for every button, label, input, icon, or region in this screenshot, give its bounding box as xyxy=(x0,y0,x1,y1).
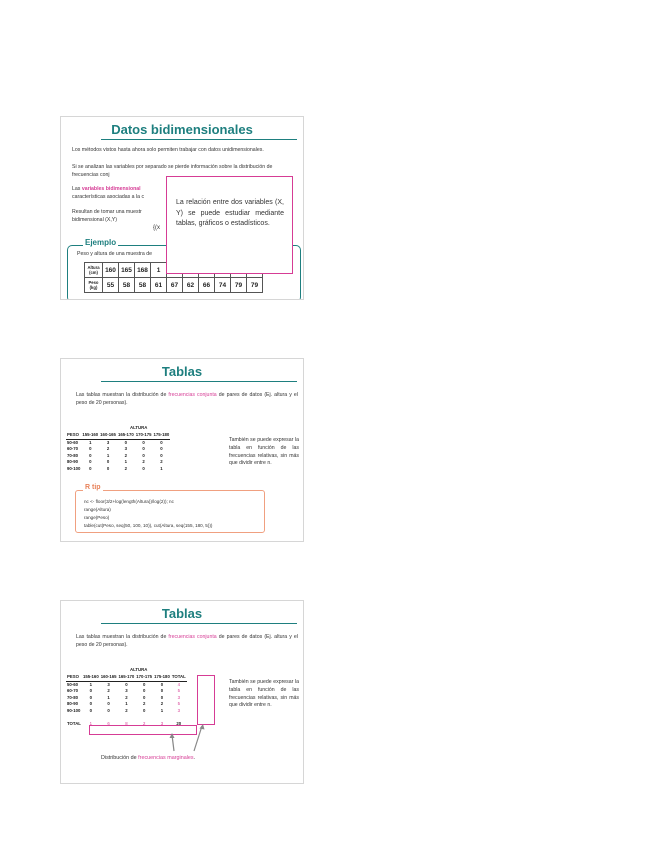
cell: 0 xyxy=(89,701,93,707)
row-total: 3 xyxy=(177,694,180,700)
cell: 0 xyxy=(160,439,163,445)
frequency-table xyxy=(66,432,170,473)
r-tip-label: R tip xyxy=(85,484,101,491)
cell: 1 xyxy=(160,465,163,471)
cell: 0 xyxy=(160,452,163,458)
p3-highlight: variables bidimensional xyxy=(81,186,141,192)
cell: 0 xyxy=(160,681,164,687)
code-line: range(Altura) xyxy=(84,507,111,512)
row-header-altura: Altura (cm) xyxy=(85,263,103,278)
cell: 2 xyxy=(125,694,128,700)
row-label: 90-100 xyxy=(67,465,81,471)
cell: 2 xyxy=(125,707,128,713)
code-line: range(Peso) xyxy=(84,515,110,520)
grand-total: 20 xyxy=(176,721,182,727)
code-line: nc <- floor(3/2+log(length(Altura))/log(2)); nc xyxy=(84,499,174,504)
cell: 3 xyxy=(107,681,110,687)
cell: 3 xyxy=(124,446,128,452)
cell: 2 xyxy=(124,465,128,471)
ejemplo-description: Peso y altura de una muestra de xyxy=(77,251,152,257)
cell: 0 xyxy=(125,681,128,687)
cell: 2 xyxy=(160,701,164,707)
peso-cell: 74 xyxy=(215,278,231,293)
arrow-to-row-totals xyxy=(194,726,202,751)
cell: 2 xyxy=(124,452,128,458)
callout-box xyxy=(166,176,293,274)
cell: 0 xyxy=(106,459,110,465)
cell: 0 xyxy=(142,465,145,471)
col-header: PESO xyxy=(66,674,82,681)
col-header: 170-175 xyxy=(135,674,153,681)
peso-row xyxy=(85,278,263,293)
col-header: 160-165 xyxy=(100,674,118,681)
peso-cell: 62 xyxy=(183,278,199,293)
col-header: 155-160 xyxy=(81,432,99,439)
altura-cell: 165 xyxy=(119,263,135,278)
cell: 0 xyxy=(89,459,92,465)
cell: 0 xyxy=(107,701,110,707)
row-label: 50-60 xyxy=(67,681,78,687)
cell: 1 xyxy=(124,459,128,465)
cell: 0 xyxy=(142,707,146,713)
title-underline xyxy=(101,381,297,382)
peso-cell: 58 xyxy=(119,278,135,293)
cell: 0 xyxy=(89,694,93,700)
intro-text xyxy=(76,392,298,408)
slide-tablas-2 xyxy=(60,600,304,784)
col-total: 2 xyxy=(142,721,146,727)
intro-highlight: frecuencias conjunta xyxy=(168,634,217,640)
row-total: 5 xyxy=(177,688,180,694)
col-total: 1 xyxy=(89,721,93,727)
cell: 3 xyxy=(106,439,110,445)
peso-cell: 79 xyxy=(231,278,247,293)
col-total: 3 xyxy=(160,721,164,727)
cell: 1 xyxy=(125,701,128,707)
cell: 2 xyxy=(142,459,145,465)
peso-cell: 61 xyxy=(151,278,167,293)
ejemplo-label: Ejemplo xyxy=(85,238,117,247)
arrowhead xyxy=(200,724,205,730)
peso-cell: 55 xyxy=(103,278,119,293)
cell: 2 xyxy=(160,459,163,465)
row-total: 5 xyxy=(177,701,180,707)
slide-tablas-1 xyxy=(60,358,304,542)
cell: 0 xyxy=(89,688,93,694)
col-total: 6 xyxy=(107,721,110,727)
table-row xyxy=(66,459,170,466)
slide-title: Tablas xyxy=(161,606,203,621)
intro-highlight: frecuencias conjunta xyxy=(168,392,217,398)
r-code xyxy=(84,498,212,530)
table-row xyxy=(66,466,170,473)
row-header-peso: Peso (kg) xyxy=(85,278,103,293)
row-label: 90-100 xyxy=(67,707,81,713)
slide-datos-bidimensionales xyxy=(60,116,304,300)
paragraph-1: Los métodos vistos hasta ahora solo permiten trabajar con datos unidimensionales. xyxy=(72,147,264,153)
peso-cell: 67 xyxy=(167,278,183,293)
cell: 0 xyxy=(142,688,146,694)
row-label: 70-80 xyxy=(67,452,78,458)
altura-header: ALTURA xyxy=(130,425,148,430)
caption-start: Distribución de xyxy=(101,755,139,761)
caption-highlight: frecuencias marginales xyxy=(138,755,194,761)
paragraph-2: Si se analizan las variables por separado se pierde información sobre la distribución de frecuencias conj xyxy=(72,164,273,178)
cell: 1 xyxy=(89,681,93,687)
cell: 0 xyxy=(142,694,146,700)
col-header: 175-180 xyxy=(153,674,171,681)
table-row xyxy=(66,439,170,446)
cell: 3 xyxy=(125,688,128,694)
formula: {(x xyxy=(153,225,161,231)
cell: 0 xyxy=(160,446,163,452)
altura-cell: 168 xyxy=(135,263,151,278)
altura-header: ALTURA xyxy=(130,667,148,672)
altura-cell: 160 xyxy=(103,263,119,278)
row-label: 80-90 xyxy=(67,459,78,465)
peso-cell: 66 xyxy=(199,278,215,293)
row-total: 3 xyxy=(177,707,180,713)
p3-end: características asociadas a la c xyxy=(72,193,145,200)
code-line: table(cut(Peso, seq(50, 100, 10)), cut(Altura, seq(155, 180, 5))) xyxy=(84,523,213,528)
col-total: 8 xyxy=(125,721,128,727)
table-row xyxy=(66,453,170,460)
p3-start: Las xyxy=(72,186,82,192)
peso-cell: 58 xyxy=(135,278,151,293)
cell: 0 xyxy=(142,439,145,445)
cell: 0 xyxy=(142,446,145,452)
cell: 0 xyxy=(160,688,164,694)
cell: 0 xyxy=(160,694,164,700)
col-header: 175-180 xyxy=(153,432,171,439)
row-label: 60-70 xyxy=(67,688,78,694)
table-row xyxy=(66,446,170,453)
callout-text: La relación entre dos variables (X, Y) se puede estudiar mediante tablas, gráficos o estadísticos. xyxy=(176,199,284,227)
paragraph-4: Resultan de tomar una muestr bidimensional (X,Y) xyxy=(72,209,142,223)
cell: 2 xyxy=(142,701,146,707)
marginal-caption xyxy=(101,755,195,761)
cell: 0 xyxy=(106,465,110,471)
row-label: 50-60 xyxy=(67,439,78,445)
cell: 0 xyxy=(89,707,93,713)
cell: 1 xyxy=(89,439,92,445)
row-label: 70-80 xyxy=(67,694,78,700)
cell: 0 xyxy=(124,439,128,445)
title-underline xyxy=(101,139,297,140)
side-note: También se puede expresar la tabla en función de las frecuencias relativas, sin más que dividir entre n. xyxy=(229,679,299,709)
cell: 0 xyxy=(107,707,110,713)
cell: 0 xyxy=(142,681,146,687)
row-label: 60-70 xyxy=(67,446,78,452)
intro-start: Las tablas muestran la distribución de xyxy=(76,392,169,398)
col-header: 160-165 xyxy=(99,432,117,439)
cell: 0 xyxy=(89,465,92,471)
cell: 0 xyxy=(89,452,92,458)
header-row xyxy=(66,432,170,439)
arrowhead xyxy=(170,733,175,738)
slide-title: Tablas xyxy=(161,364,203,379)
intro-end: de pares de datos (Ej. altura y el peso de 20 personas). xyxy=(76,392,298,406)
col-header: PESO xyxy=(66,432,81,439)
col-header: 155-160 xyxy=(82,674,100,681)
peso-cell: 79 xyxy=(247,278,263,293)
paragraph-3 xyxy=(72,186,172,202)
col-header: 170-175 xyxy=(135,432,153,439)
col-header: 165-170 xyxy=(118,674,136,681)
side-note: También se puede expresar la tabla en función de las frecuencias relativas, sin más que dividir entre n. xyxy=(229,437,299,467)
cell: 0 xyxy=(89,446,92,452)
altura-cell: 1 xyxy=(151,263,167,278)
intro-start: Las tablas muestran la distribución de xyxy=(76,634,169,640)
caption-end: . xyxy=(193,755,196,761)
cell: 2 xyxy=(107,688,110,694)
row-label: 80-90 xyxy=(67,701,78,707)
cell: 1 xyxy=(107,694,110,700)
cell: 0 xyxy=(142,452,145,458)
cell: 2 xyxy=(106,446,110,452)
row-total: 4 xyxy=(177,681,180,687)
cell: 1 xyxy=(106,452,110,458)
cell: 1 xyxy=(160,707,164,713)
total-label: TOTAL xyxy=(67,721,81,727)
intro-end: de pares de datos (Ej. altura y el peso de 20 personas). xyxy=(76,634,298,648)
slide-title: Datos bidimensionales xyxy=(111,122,253,137)
col-header: 165-170 xyxy=(117,432,135,439)
col-header-total: TOTAL xyxy=(171,674,187,681)
